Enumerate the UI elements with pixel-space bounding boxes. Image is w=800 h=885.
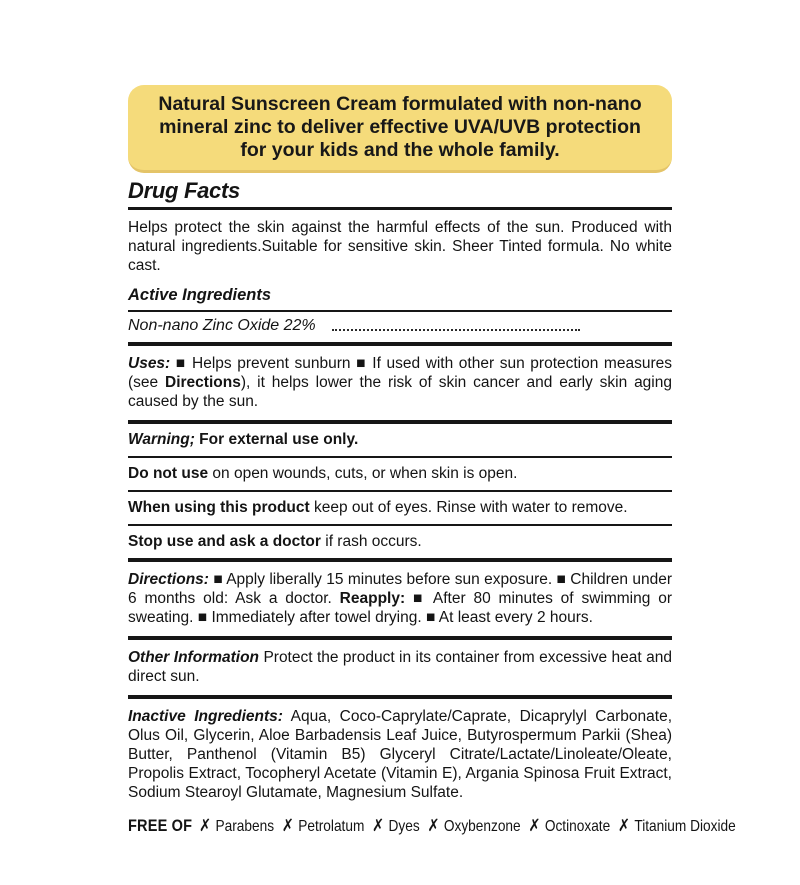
directions-label: Directions: (128, 571, 209, 589)
uses-directions-ref: Directions (165, 374, 241, 392)
x-mark-icon: ✗ (617, 816, 631, 836)
section-divider (128, 342, 672, 346)
free-of-label: FREE OF (128, 816, 193, 836)
other-information-text: Protect the product in its container from excessive heat and direct sun. (128, 649, 673, 686)
active-ingredient-name: Non-nano Zinc Oxide 22% (128, 317, 316, 335)
section-divider (128, 695, 672, 699)
free-of-item (618, 816, 736, 836)
banner-text: Natural Sunscreen Cream formulated with non-nano mineral zinc to deliver effective UVA/UVB protection for your kids and the whole family. (158, 93, 642, 161)
warning-label: Warning; (128, 431, 195, 449)
free-of-item-label: Octinoxate (544, 818, 611, 836)
stop-use-text: if rash occurs. (320, 533, 422, 551)
drug-facts-title: Drug Facts (128, 178, 240, 204)
do-not-use-label: Do not use (128, 465, 209, 483)
free-of-item (427, 816, 520, 836)
reapply-label: Reapply: (339, 590, 406, 608)
inactive-ingredients-paragraph (128, 707, 672, 802)
free-of-item-label: Titanium Dioxide (634, 818, 736, 836)
uses-text: ), it helps lower the risk of skin cancer and early skin aging caused by the sun. (128, 374, 672, 411)
x-mark-icon: ✗ (372, 816, 385, 836)
other-information-label: Other Information (128, 649, 260, 667)
free-of-item-label: Petrolatum (298, 818, 365, 836)
x-mark-icon: ✗ (199, 816, 212, 836)
stop-use-label: Stop use and ask a doctor (128, 533, 321, 551)
inactive-ingredients-label: Inactive Ingredients: (128, 708, 283, 726)
stop-use-row (128, 526, 672, 558)
active-ingredient-row (128, 312, 672, 342)
directions-text: ■ After 80 minutes of swimming or sweating. ■ Immediately after towel drying. ■ At least every 2 hours. (128, 590, 672, 627)
directions-text: ■ Apply liberally 15 minutes before sun exposure. ■ Children under 6 months old: Ask a doctor. (128, 571, 672, 608)
free-of-item (528, 816, 610, 836)
x-mark-icon: ✗ (281, 816, 294, 836)
uses-label: Uses: (128, 355, 171, 373)
product-claim-banner (128, 85, 672, 173)
uses-text: ■ Helps prevent sunburn ■ If used with other sun protection measures (see (128, 355, 672, 392)
active-ingredients-heading: Active Ingredients (128, 286, 272, 305)
intro-paragraph: Helps protect the skin against the harmful effects of the sun. Produced with natural ingredients.Suitable for sensitive skin. Sheer Tinted formula. No white cast. (128, 219, 672, 275)
uses-paragraph (128, 354, 672, 411)
section-divider (128, 636, 672, 640)
free-of-item (372, 816, 420, 836)
warning-row (128, 424, 672, 456)
free-of-item-label: Parabens (215, 818, 275, 836)
x-mark-icon: ✗ (528, 816, 541, 836)
free-of-item-label: Oxybenzone (443, 818, 521, 836)
free-of-row (128, 816, 743, 836)
when-using-text: keep out of eyes. Rinse with water to remove. (309, 499, 628, 517)
inactive-ingredients-text: Aqua, Coco-Caprylate/Caprate, Dicaprylyl Carbonate, Olus Oil, Glycerin, Aloe Barbadensis Leaf Juice, Butyrospermum Parkii (Shea) Butter, Panthenol (Vitamin B5) Glyceryl Citrate/Lactate/Linoleate/Oleate, Propolis Extract, Tocopheryl Acetate (Vitamin E), Argania Spinosa Fruit Extract, Sodium Stearoyl Glutamate, Magnesium Sulfate. (128, 708, 672, 802)
other-information-paragraph (128, 648, 672, 686)
section-divider (128, 558, 672, 562)
when-using-row (128, 492, 672, 524)
drug-facts-label (128, 85, 736, 836)
warning-text: For external use only. (194, 431, 359, 449)
when-using-label: When using this product (128, 499, 310, 517)
x-mark-icon: ✗ (427, 816, 440, 836)
do-not-use-text: on open wounds, cuts, or when skin is open. (208, 465, 518, 483)
do-not-use-row (128, 458, 672, 490)
dotted-leader (332, 329, 580, 331)
free-of-item (282, 816, 365, 836)
directions-paragraph (128, 570, 672, 627)
section-divider (128, 207, 672, 210)
free-of-item (199, 816, 274, 836)
free-of-item-label: Dyes (388, 818, 420, 836)
